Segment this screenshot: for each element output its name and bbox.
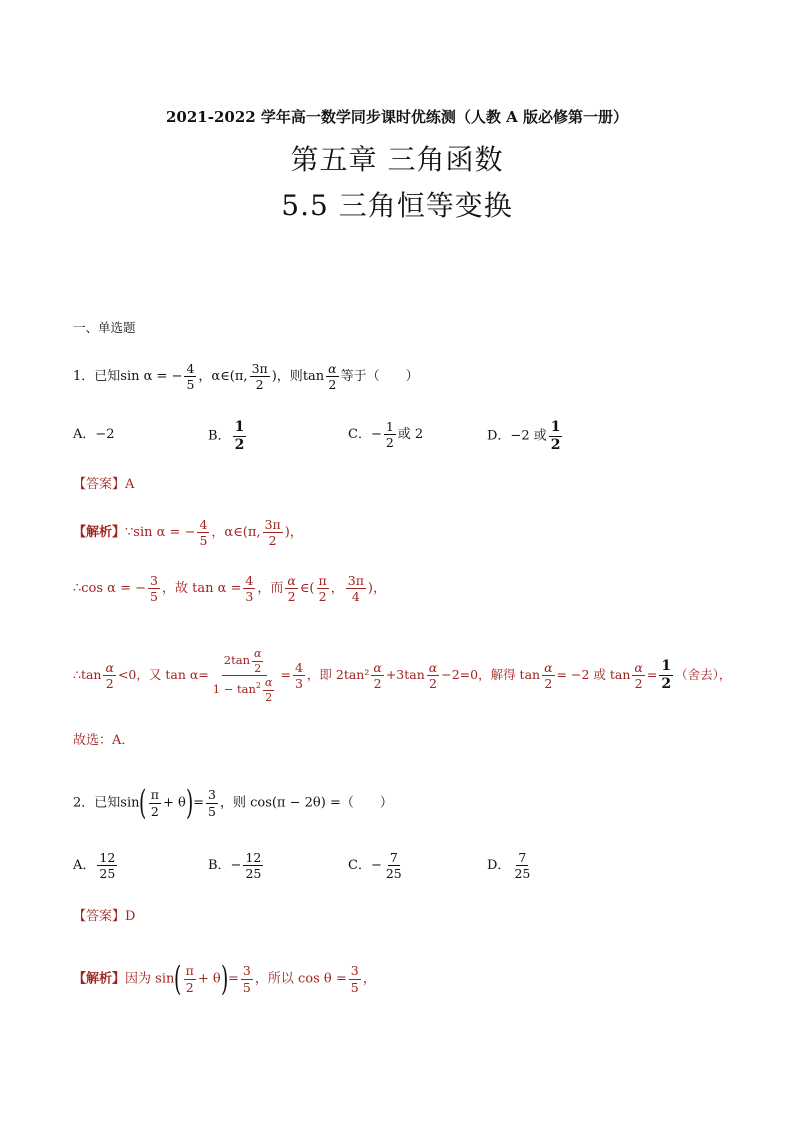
label: D．−2 或 <box>487 428 547 444</box>
den: 25 <box>514 866 531 882</box>
num: 1 <box>550 419 561 435</box>
num: α <box>328 361 337 376</box>
den: 2 <box>318 589 327 605</box>
num: 1 <box>234 419 245 435</box>
frac <box>349 964 361 993</box>
den: 2 <box>254 661 262 675</box>
den: 5 <box>150 589 158 605</box>
chapter-title: 第五章 三角函数 <box>290 143 504 176</box>
frac <box>427 661 439 690</box>
t: ∈( <box>299 581 315 597</box>
q1-tan: tan <box>302 369 325 385</box>
num: 4 <box>294 659 303 675</box>
q1-option-b[interactable] <box>208 420 248 452</box>
num: 3π <box>251 361 268 376</box>
q1-frac-a-2 <box>326 362 338 391</box>
frac <box>371 661 383 690</box>
den: 2 <box>328 377 337 393</box>
num: 12 <box>99 850 116 865</box>
analysis-label: 【解析】 <box>73 525 126 541</box>
t: ∵sin α = − <box>125 525 196 541</box>
frac <box>659 659 673 691</box>
num: 3π <box>264 517 281 532</box>
num: 3 <box>242 963 251 979</box>
frac <box>346 574 366 603</box>
label: D． <box>487 858 511 874</box>
q1-option-a[interactable]: A．−2 <box>73 427 115 442</box>
t: ，所以 cos θ = <box>254 971 347 987</box>
big-num <box>222 648 268 676</box>
analysis-label: 【解析】 <box>73 971 126 987</box>
frac <box>549 420 563 452</box>
frac <box>184 964 196 993</box>
q1-sin: sin α = − <box>120 369 183 385</box>
t: sin <box>120 795 140 811</box>
section-heading: 一、单选题 <box>73 320 136 335</box>
q1-range: ，α∈(π, <box>198 369 248 385</box>
t: ，则 cos(π − 2θ) =（ ） <box>219 795 393 811</box>
q1-stem <box>73 362 419 391</box>
num: α <box>544 659 553 675</box>
num: 4 <box>199 517 208 532</box>
series-subtitle: 2021-2022 学年高一数学同步课时优练测（人教 A 版必修第一册） <box>165 108 629 126</box>
den: 25 <box>99 866 116 882</box>
q2-option-c[interactable] <box>348 851 406 880</box>
num: α <box>428 659 438 675</box>
t: = <box>227 971 239 987</box>
den: 2 <box>287 589 296 605</box>
num: 12 <box>245 850 262 865</box>
num: 1 <box>661 658 672 675</box>
den: 2 <box>544 676 553 692</box>
den: 5 <box>208 803 216 819</box>
q1-option-c[interactable] <box>348 420 423 449</box>
q1-analysis-line2 <box>73 574 386 603</box>
t: = <box>280 667 291 683</box>
den: 2 <box>429 676 437 692</box>
t: <0，又 tan α= <box>117 667 209 683</box>
q1-answer: 【答案】A <box>73 477 135 492</box>
q2-stem <box>73 783 393 823</box>
num: 3 <box>350 963 359 979</box>
q2-analysis-line1 <box>73 959 376 999</box>
section-title: 5.5 三角恒等变换 <box>281 189 513 222</box>
left-paren: ( <box>139 783 147 823</box>
frac <box>512 851 532 880</box>
frac <box>252 648 263 674</box>
den: 5 <box>186 377 195 393</box>
frac <box>263 677 274 703</box>
t: )， <box>367 581 386 597</box>
q2-option-b[interactable] <box>208 851 265 880</box>
t: = <box>193 795 204 811</box>
t: +3tan <box>385 667 425 683</box>
t: ∴cos α = − <box>73 581 147 597</box>
q1-conclusion: 故选：A． <box>73 733 135 748</box>
frac <box>384 851 404 880</box>
t: 1 − tan <box>212 682 256 697</box>
den: 2 <box>634 676 643 692</box>
label: B． <box>208 428 231 444</box>
den: 5 <box>199 533 208 549</box>
q2-option-a[interactable] <box>73 851 119 880</box>
big-den <box>211 676 279 703</box>
den: 4 <box>351 589 360 605</box>
q1-analysis-line1 <box>73 518 303 547</box>
q1-range-close: )，则 <box>271 369 303 385</box>
frac <box>103 661 115 690</box>
den: 5 <box>242 979 251 995</box>
tail: 或 2 <box>397 427 424 443</box>
den: 2 <box>105 676 114 692</box>
big-frac <box>211 648 279 703</box>
t: ∴tan <box>73 667 102 683</box>
q2-answer: 【答案】D <box>73 909 136 924</box>
q2-option-d[interactable] <box>487 851 534 880</box>
num: 7 <box>518 850 527 865</box>
t: 2tan <box>223 653 250 668</box>
q1-option-d[interactable] <box>487 420 564 452</box>
right-paren: ) <box>220 959 228 999</box>
t: )， <box>284 525 303 541</box>
num: 7 <box>389 850 398 865</box>
den: 5 <box>350 979 359 995</box>
t: ，即 2tan² <box>306 667 370 683</box>
den: 3 <box>245 589 254 605</box>
right-paren: ) <box>185 783 194 823</box>
t: −2=0，解得 tan <box>441 667 541 683</box>
q1-prefix: 1．已知 <box>73 369 121 385</box>
t: ，故 tan α = <box>161 581 242 597</box>
num: π <box>185 963 194 979</box>
t: ， <box>330 581 344 597</box>
den: 2 <box>373 676 382 692</box>
num: α <box>265 676 273 690</box>
q2-prefix: 2．已知 <box>73 795 121 811</box>
t: ， <box>362 971 376 987</box>
t: 因为 sin <box>125 971 175 987</box>
t: = <box>646 667 658 683</box>
frac <box>243 851 263 880</box>
den: 2 <box>185 979 194 995</box>
t: （舍去）， <box>675 667 732 683</box>
label: C．− <box>348 427 382 443</box>
t: + θ <box>162 795 186 811</box>
den: 2 <box>385 435 394 451</box>
sq: 2 <box>255 681 262 691</box>
frac <box>233 420 247 452</box>
frac <box>384 420 396 449</box>
den: 3 <box>294 676 303 692</box>
q1-frac-4-5 <box>184 362 196 391</box>
num: α <box>287 573 296 588</box>
frac <box>293 661 305 690</box>
t: ，α∈(π, <box>211 525 261 541</box>
num: 3π <box>347 573 364 588</box>
num: α <box>373 659 382 675</box>
den: 2 <box>265 690 273 704</box>
num: 4 <box>245 573 254 588</box>
den: 2 <box>268 533 277 549</box>
frac <box>632 661 644 690</box>
frac <box>148 574 160 603</box>
q1-frac-3pi-2 <box>250 362 270 391</box>
left-paren: ( <box>174 959 182 999</box>
num: 3 <box>208 787 216 803</box>
label: B．− <box>208 858 242 874</box>
den: 2 <box>150 803 159 819</box>
frac <box>243 574 255 603</box>
den: 2 <box>234 436 245 453</box>
den: 25 <box>245 866 262 882</box>
t: = −2 或 tan <box>556 667 631 683</box>
frac <box>542 661 554 690</box>
den: 2 <box>255 377 264 393</box>
num: α <box>253 647 262 660</box>
frac <box>263 518 283 547</box>
den: 2 <box>661 676 672 693</box>
num: 4 <box>186 361 195 376</box>
num: π <box>318 573 327 588</box>
num: 1 <box>385 419 394 434</box>
q1-tail: 等于（ ） <box>340 369 419 385</box>
frac <box>97 851 117 880</box>
t: ，而 <box>257 581 284 597</box>
q1-analysis-line3 <box>73 648 731 703</box>
frac <box>206 788 218 817</box>
t: + θ <box>197 971 221 987</box>
frac <box>317 574 329 603</box>
label: C．− <box>348 858 382 874</box>
frac <box>197 518 209 547</box>
frac <box>149 788 161 817</box>
num: π <box>150 787 159 803</box>
num: α <box>105 659 114 675</box>
frac <box>241 964 253 993</box>
num: 3 <box>150 573 158 588</box>
frac <box>285 574 297 603</box>
den: 2 <box>550 436 561 453</box>
den: 25 <box>385 866 402 882</box>
num: α <box>634 659 643 675</box>
label: A． <box>73 858 96 874</box>
